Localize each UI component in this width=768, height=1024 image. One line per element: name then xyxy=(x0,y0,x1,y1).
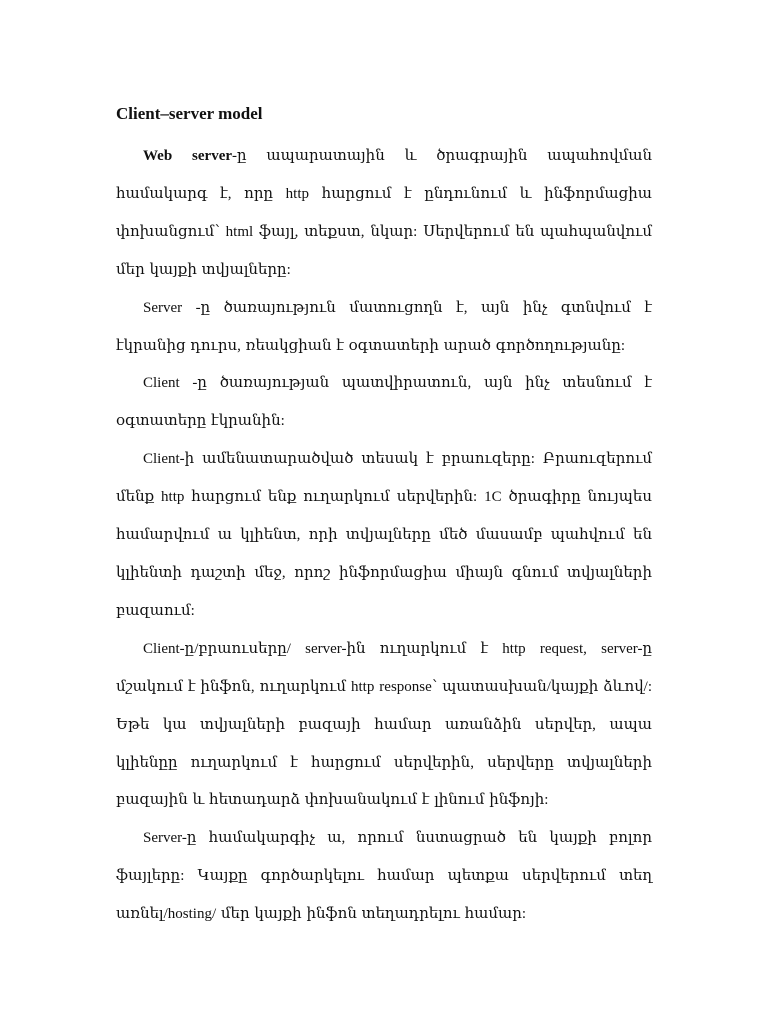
paragraph-text: Client-ի ամենատարածված տեսակ է բրաուզերը: Բրաուզերում մենք http հարցում ենք ուղարկում սերվերին: 1C ծրագիրը նույպես համարվում ա կլիենտ, որի տվյալները մեծ մասամբ պահվում են կլիենտի դաշտի մեջ, որոշ ինֆորմացիա միայն գնում տվյալների բազաում: xyxy=(116,451,652,619)
paragraph-text: Client-ը/բրաուսերը/ server-ին ուղարկում է http request, server-ը մշակում է ինֆոն, ուղարկում http response՝ պատասխան/կայքի ձևով/: Եթե կա տվյալների բազայի համար առանձին սերվեր, ապա կլիենըը ուղարկում է հարցում սերվերին, սերվերը տվյալների բազային և հետադարձ փոխանակում է լինում ինֆոյի: xyxy=(116,640,652,809)
paragraph-text: Server -ը ծառայություն մատուցողն է, այն ինչ գտնվում է էկրանից դուրս, ռեակցիան է օգտատերի արած գործողությանը: xyxy=(116,299,652,354)
paragraph-server xyxy=(116,290,652,366)
term-web-server: Web server xyxy=(143,148,233,164)
paragraph-request-response xyxy=(116,631,652,821)
paragraph-text: -ը ապարատային և ծրագրային ապահովման համակարգ է, որը http հարցում է ընդունում և ինֆորմացիա փոխանցում՝ html ֆայլ, տեքստ, նկար: Սերվերում են պահպանվում մեր կայքի տվյալները: xyxy=(116,148,653,278)
paragraph-client-browser xyxy=(116,441,652,631)
paragraph-text: Server-ը համակարգիչ ա, որում նստացրած են կայքի բոլոր ֆայլերը: Կայքը գործարկելու համար պետքա սերվերում տեղ առնել/hosting/ մեր կայքի ինֆոն տեղադրելու համար: xyxy=(116,830,652,923)
paragraph-text: Client -ը ծառայության պատվիրատուն, այն ինչ տեսնում է օգտատերը էկրանին: xyxy=(116,375,652,430)
paragraph-web-server xyxy=(116,138,652,290)
paragraph-hosting xyxy=(116,820,652,934)
document-title: Client–server model xyxy=(116,104,263,123)
document-page xyxy=(116,100,652,934)
paragraph-client xyxy=(116,365,652,441)
